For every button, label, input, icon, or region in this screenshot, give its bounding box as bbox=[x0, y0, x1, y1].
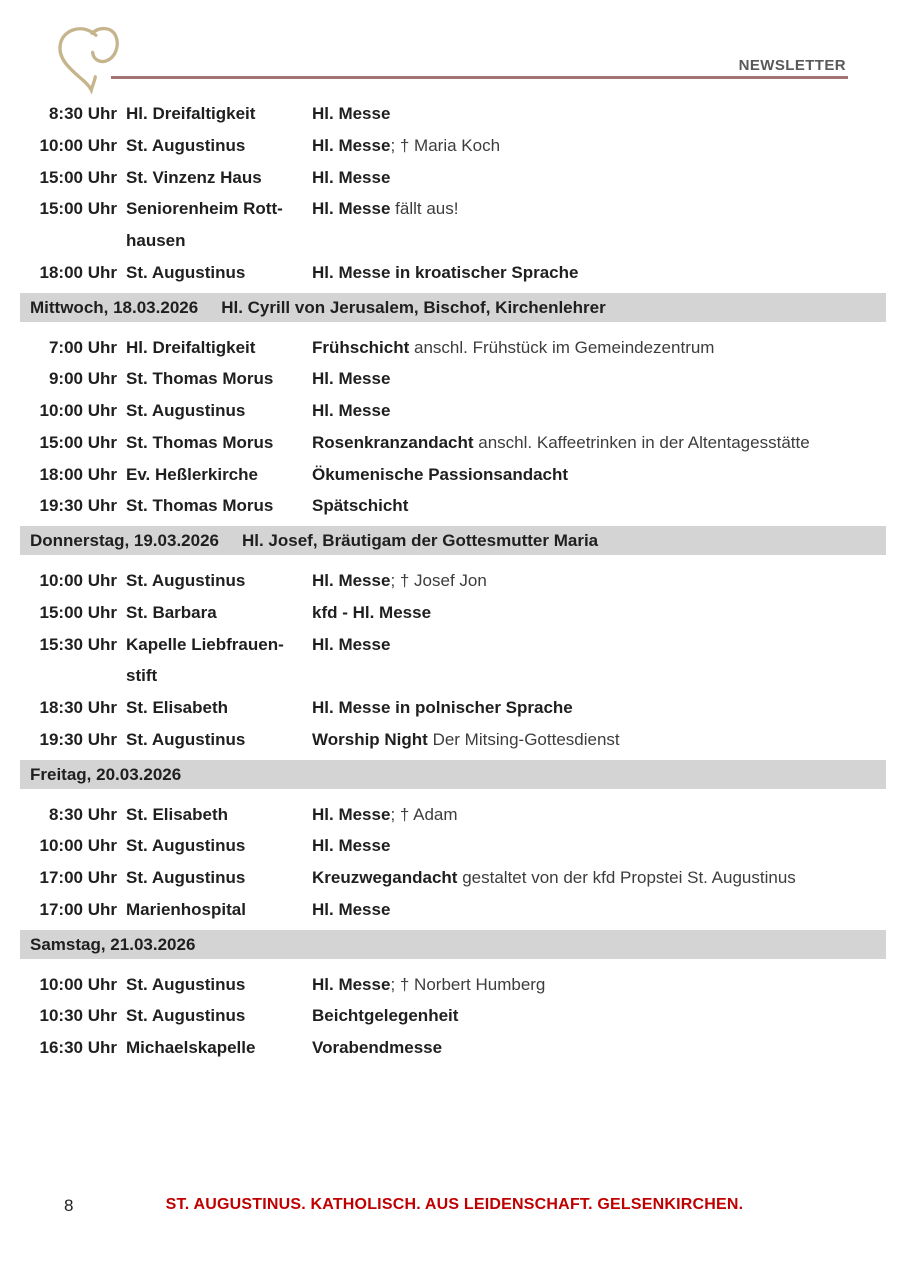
row-event bbox=[312, 629, 886, 661]
row-time: 15:00 Uhr bbox=[39, 602, 117, 622]
event-title: Vorabendmesse bbox=[312, 1038, 443, 1057]
day-banner-date: Donnerstag, 19.03.2026 bbox=[30, 531, 219, 550]
row-event bbox=[312, 597, 886, 629]
schedule-row bbox=[30, 724, 886, 756]
row-event bbox=[312, 459, 886, 491]
day-banner bbox=[20, 526, 886, 555]
header bbox=[0, 0, 909, 95]
event-title: Hl. Messe bbox=[312, 135, 391, 155]
row-location: Michaelskapelle bbox=[126, 1038, 256, 1057]
row-location: St. Elisabeth bbox=[126, 698, 229, 717]
footer bbox=[0, 1196, 909, 1222]
schedule-row bbox=[30, 692, 886, 724]
event-title: Beichtgelegenheit bbox=[312, 1006, 459, 1026]
schedule-row bbox=[30, 799, 886, 831]
row-location: St. Augustinus bbox=[126, 868, 246, 887]
event-title: kfd - Hl. Messe bbox=[312, 602, 432, 622]
row-location: St. Augustinus bbox=[126, 135, 246, 155]
row-time: 8:30 Uhr bbox=[48, 104, 117, 123]
schedule-row bbox=[30, 257, 886, 289]
schedule-row bbox=[30, 427, 886, 459]
row-time: 10:30 Uhr bbox=[39, 1006, 117, 1026]
row-time: 19:30 Uhr bbox=[39, 729, 117, 749]
row-time: 8:30 Uhr bbox=[48, 804, 117, 824]
row-location: St. Vinzenz Haus bbox=[126, 167, 262, 187]
schedule bbox=[0, 95, 909, 1064]
row-event bbox=[312, 830, 886, 862]
day-banner bbox=[20, 293, 886, 322]
row-location: Hl. Dreifaltigkeit bbox=[126, 104, 256, 123]
row-time: 10:00 Uhr bbox=[39, 401, 117, 420]
row-time: 16:30 Uhr bbox=[39, 1038, 117, 1057]
schedule-row bbox=[30, 162, 886, 194]
row-event bbox=[312, 395, 886, 427]
event-detail: ; † Josef Jon bbox=[390, 571, 487, 590]
event-title: Hl. Messe bbox=[312, 199, 391, 219]
event-title: Hl. Messe bbox=[312, 369, 391, 389]
event-detail: ; † Maria Koch bbox=[390, 135, 501, 155]
schedule-row bbox=[30, 894, 886, 926]
row-location: Kapelle Liebfrauen-stift bbox=[126, 634, 284, 686]
event-detail: anschl. Kaffeetrinken in der Altentagesstätte bbox=[473, 432, 810, 452]
row-location: St. Augustinus bbox=[126, 836, 246, 856]
newsletter-title: NEWSLETTER bbox=[738, 57, 846, 74]
day-banner-date: Freitag, 20.03.2026 bbox=[30, 764, 182, 784]
row-event bbox=[312, 193, 886, 225]
page-number: 8 bbox=[64, 1196, 74, 1215]
row-time: 10:00 Uhr bbox=[39, 974, 117, 994]
row-time: 15:00 Uhr bbox=[39, 432, 117, 452]
row-location: St. Thomas Morus bbox=[126, 369, 274, 389]
schedule-row bbox=[30, 395, 886, 427]
schedule-row bbox=[30, 363, 886, 395]
event-title: Hl. Messe bbox=[312, 571, 391, 590]
row-location: St. Thomas Morus bbox=[126, 432, 274, 452]
row-time: 15:00 Uhr bbox=[39, 167, 117, 187]
row-location: St. Augustinus bbox=[126, 262, 246, 282]
schedule-row bbox=[30, 862, 886, 894]
schedule-row bbox=[30, 98, 886, 130]
schedule-row bbox=[30, 459, 886, 491]
row-time: 17:00 Uhr bbox=[39, 868, 117, 887]
schedule-row bbox=[30, 1000, 886, 1032]
event-title: Rosenkranzandacht bbox=[312, 432, 474, 452]
event-detail: ; † Adam bbox=[390, 804, 458, 824]
event-title: Hl. Messe bbox=[312, 104, 391, 123]
footer-slogan: ST. AUGUSTINUS. KATHOLISCH. AUS LEIDENSCHAFT. GELSENKIRCHEN. bbox=[165, 1196, 744, 1213]
row-time: 9:00 Uhr bbox=[48, 369, 117, 389]
day-banner-feast: Hl. Josef, Bräutigam der Gottesmutter Maria bbox=[241, 531, 599, 550]
schedule-row bbox=[30, 629, 886, 693]
row-time: 10:00 Uhr bbox=[39, 836, 117, 856]
row-event bbox=[312, 162, 886, 194]
row-event bbox=[312, 332, 886, 364]
schedule-row bbox=[30, 969, 886, 1001]
row-event bbox=[312, 130, 886, 162]
event-detail: fällt aus! bbox=[390, 199, 459, 219]
schedule-row bbox=[30, 130, 886, 162]
schedule-row bbox=[30, 830, 886, 862]
event-detail: ; † Norbert Humberg bbox=[390, 974, 546, 994]
event-title: Hl. Messe bbox=[312, 974, 391, 994]
row-event bbox=[312, 969, 886, 1001]
row-event bbox=[312, 1000, 886, 1032]
schedule-row bbox=[30, 332, 886, 364]
day-banner-date: Mittwoch, 18.03.2026 bbox=[30, 297, 199, 317]
row-location: St. Thomas Morus bbox=[126, 496, 274, 516]
schedule-row bbox=[30, 193, 886, 257]
row-time: 18:00 Uhr bbox=[39, 464, 117, 484]
row-event bbox=[312, 427, 886, 459]
row-location: St. Elisabeth bbox=[126, 804, 229, 824]
row-time: 7:00 Uhr bbox=[48, 337, 117, 357]
row-location: Marienhospital bbox=[126, 899, 246, 919]
row-event bbox=[312, 363, 886, 395]
event-title: Hl. Messe bbox=[312, 804, 391, 824]
event-title: Frühschicht bbox=[312, 337, 410, 357]
row-location: St. Augustinus bbox=[126, 729, 246, 749]
event-detail: gestaltet von der kfd Propstei St. Augustinus bbox=[457, 868, 796, 887]
row-time: 18:30 Uhr bbox=[39, 698, 117, 717]
event-title: Hl. Messe in polnischer Sprache bbox=[312, 698, 573, 717]
event-title: Hl. Messe bbox=[312, 401, 391, 420]
row-time: 15:00 Uhr bbox=[39, 199, 117, 219]
event-title: Hl. Messe bbox=[312, 634, 391, 654]
row-event bbox=[312, 565, 886, 597]
day-banner-feast: Hl. Cyrill von Jerusalem, Bischof, Kirchenlehrer bbox=[221, 297, 606, 317]
schedule-row bbox=[30, 565, 886, 597]
event-title: Worship Night bbox=[312, 729, 428, 749]
day-banner bbox=[20, 930, 886, 959]
schedule-row bbox=[30, 597, 886, 629]
row-time: 10:00 Uhr bbox=[39, 571, 117, 590]
row-time: 17:00 Uhr bbox=[39, 899, 117, 919]
row-event bbox=[312, 799, 886, 831]
day-banner bbox=[20, 760, 886, 789]
heart-logo-icon bbox=[55, 24, 121, 98]
header-rule bbox=[111, 76, 848, 79]
row-location: Hl. Dreifaltigkeit bbox=[126, 337, 256, 357]
row-event bbox=[312, 724, 886, 756]
event-title: Kreuzwegandacht bbox=[312, 868, 458, 887]
event-title: Hl. Messe bbox=[312, 836, 391, 856]
row-event bbox=[312, 894, 886, 926]
row-location: St. Barbara bbox=[126, 602, 217, 622]
row-location: St. Augustinus bbox=[126, 571, 246, 590]
row-event bbox=[312, 862, 886, 894]
event-title: Hl. Messe in kroatischer Sprache bbox=[312, 262, 579, 282]
row-event bbox=[312, 692, 886, 724]
row-time: 15:30 Uhr bbox=[39, 634, 117, 654]
row-location: St. Augustinus bbox=[126, 401, 246, 420]
row-time: 19:30 Uhr bbox=[39, 496, 117, 516]
event-detail: anschl. Frühstück im Gemeindezentrum bbox=[409, 337, 715, 357]
event-title: Hl. Messe bbox=[312, 899, 391, 919]
row-event bbox=[312, 257, 886, 289]
schedule-row bbox=[30, 490, 886, 522]
row-event bbox=[312, 490, 886, 522]
row-event bbox=[312, 1032, 886, 1064]
event-title: Spätschicht bbox=[312, 496, 409, 516]
event-detail: Der Mitsing-Gottesdienst bbox=[427, 729, 620, 749]
row-event bbox=[312, 98, 886, 130]
day-banner-date: Samstag, 21.03.2026 bbox=[30, 934, 196, 954]
row-location: Ev. Heßlerkirche bbox=[126, 464, 258, 484]
row-location: St. Augustinus bbox=[126, 1006, 246, 1026]
row-location: Seniorenheim Rott-hausen bbox=[126, 199, 283, 250]
event-title: Hl. Messe bbox=[312, 167, 391, 187]
schedule-row bbox=[30, 1032, 886, 1064]
row-time: 18:00 Uhr bbox=[39, 262, 117, 282]
row-time: 10:00 Uhr bbox=[39, 135, 117, 155]
row-location: St. Augustinus bbox=[126, 974, 246, 994]
event-title: Ökumenische Passionsandacht bbox=[312, 464, 569, 484]
